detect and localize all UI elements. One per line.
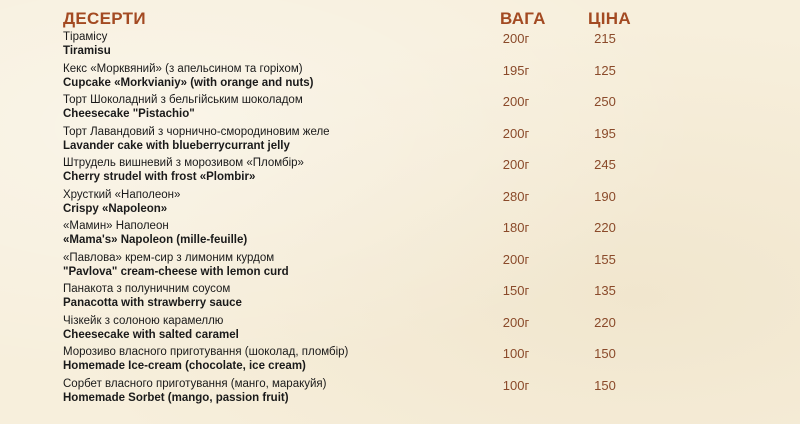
item-name-english: Cheesecake "Pistachio": [63, 108, 195, 120]
item-weight: 100г: [502, 377, 530, 393]
item-weight: 150г: [502, 283, 530, 298]
item-name-english: Panacotta with strawberry sauce: [63, 297, 242, 309]
item-name-ukrainian: Торт Шоколадний з бельгійським шоколадом: [63, 94, 303, 106]
item-name-ukrainian: Панакота з полуничним соусом: [63, 283, 231, 295]
item-price: 150: [594, 377, 616, 393]
item-price: 220: [594, 220, 616, 235]
item-name-english: Cupcake «Morkvianiy» (with orange and nuts): [63, 76, 314, 89]
item-name-english: Cheesecake with salted caramel: [63, 328, 239, 341]
item-weight: 280г: [502, 188, 530, 204]
menu-item: [0, 375, 800, 407]
item-weight: 200г: [502, 94, 530, 109]
item-name-english: Lavander cake with blueberrycurrant jelly: [63, 139, 290, 152]
weight-column-header: ВАГА: [500, 9, 546, 28]
menu-item: [0, 312, 800, 344]
item-price: 245: [594, 157, 616, 172]
item-weight: 195г: [502, 62, 530, 78]
menu-item: [0, 280, 800, 312]
menu-item: [0, 60, 800, 92]
menu-item: [0, 91, 800, 123]
item-weight: 180г: [502, 220, 530, 235]
item-name-ukrainian: Кекс «Морквяний» (з апельсином та горіхом): [63, 62, 303, 75]
item-name-english: Homemade Sorbet (mango, passion fruit): [63, 391, 289, 404]
item-weight: 200г: [502, 157, 530, 172]
item-weight: 200г: [502, 251, 530, 267]
item-price: 125: [594, 62, 616, 78]
item-name-ukrainian: Сорбет власного приготування (манго, маракуйя): [63, 377, 327, 390]
section-title: ДЕСЕРТИ: [63, 9, 146, 28]
menu-item: [0, 217, 800, 249]
menu-item: [0, 123, 800, 155]
item-price: 250: [594, 94, 616, 109]
item-price: 215: [594, 31, 616, 46]
item-name-english: "Pavlova" cream-cheese with lemon curd: [63, 265, 289, 278]
item-name-english: Crispy «Napoleon»: [63, 202, 168, 215]
item-name-english: Homemade Ice-cream (chocolate, ice cream): [63, 360, 306, 372]
item-name-ukrainian: Тірамісу: [63, 31, 108, 43]
menu-item: [0, 28, 800, 60]
item-price: 155: [594, 251, 616, 267]
item-weight: 100г: [502, 346, 530, 361]
menu-item: [0, 249, 800, 281]
item-name-english: Tiramisu: [63, 45, 111, 57]
item-name-ukrainian: Хрусткий «Наполеон»: [63, 188, 181, 201]
item-price: 135: [594, 283, 616, 298]
item-price: 190: [594, 188, 616, 204]
menu-item: [0, 186, 800, 218]
item-price: 195: [594, 125, 616, 141]
item-name-ukrainian: Штрудель вишневий з морозивом «Пломбір»: [63, 157, 304, 169]
item-name-ukrainian: Чізкейк з солоною карамеллю: [63, 314, 224, 327]
item-name-ukrainian: Морозиво власного приготування (шоколад, пломбір): [63, 346, 349, 358]
menu-item: [0, 343, 800, 375]
item-name-english: Cherry strudel with frost «Plombir»: [63, 171, 256, 183]
item-name-english: «Mama's» Napoleon (mille-feuille): [63, 234, 248, 246]
item-weight: 200г: [502, 31, 530, 46]
price-column-header: ЦІНА: [588, 9, 631, 28]
menu-items-list: [0, 28, 800, 406]
item-weight: 200г: [502, 314, 530, 330]
menu-item: [0, 154, 800, 186]
item-name-ukrainian: «Павлова» крем-сир з лимоним курдом: [63, 251, 275, 264]
item-price: 150: [594, 346, 616, 361]
item-weight: 200г: [502, 125, 530, 141]
item-price: 220: [594, 314, 616, 330]
item-name-ukrainian: «Мамин» Наполеон: [63, 220, 169, 232]
item-name-ukrainian: Торт Лавандовий з чорнично-смородиновим желе: [63, 125, 330, 138]
